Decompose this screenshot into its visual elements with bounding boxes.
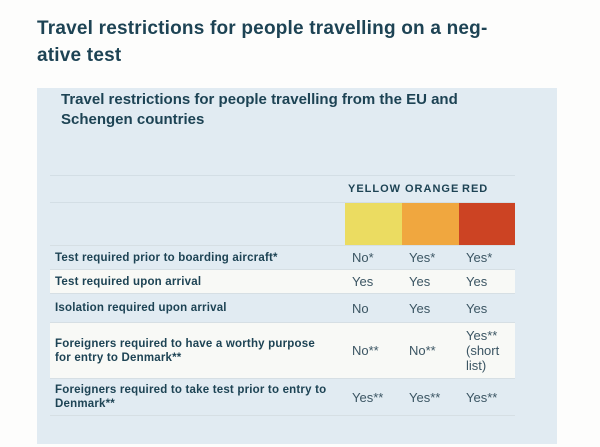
- cell-yellow: Yes: [352, 274, 374, 289]
- table-row: [50, 245, 515, 269]
- column-header-yellow: YELLOW: [348, 183, 402, 195]
- cell-red: Yes: [466, 300, 488, 316]
- page-title: [37, 15, 487, 69]
- row-label: Foreigners required to have a worthy purpose for entry to Denmark**: [55, 337, 315, 364]
- row-label: Test required prior to boarding aircraft*: [55, 251, 278, 264]
- cell-red: Yes: [466, 274, 488, 289]
- orange-category-swatch: [402, 203, 459, 245]
- cell-yellow: No*: [352, 250, 374, 265]
- row-label: Foreigners required to take test prior to entry to Denmark**: [55, 384, 327, 410]
- row-label: Test required upon arrival: [55, 275, 202, 288]
- column-header-orange: ORANGE: [405, 183, 460, 195]
- panel-subtitle-line-2: Schengen countries: [61, 111, 205, 128]
- cell-red: Yes**: [466, 389, 498, 405]
- panel-subtitle-line-1: Travel restrictions for people travelling from the EU and: [61, 91, 458, 108]
- table-body: [50, 245, 515, 416]
- info-panel: [37, 88, 557, 444]
- cell-yellow: No: [352, 300, 369, 316]
- cell-orange: Yes: [409, 274, 431, 289]
- cell-orange: Yes**: [409, 389, 441, 405]
- cell-orange: Yes: [409, 300, 431, 316]
- swatch-row-spacer: [50, 203, 345, 245]
- table-row: [50, 269, 515, 293]
- cell-red: Yes** (short list): [466, 328, 500, 373]
- panel-subtitle: [61, 90, 458, 130]
- cell-orange: No**: [409, 343, 436, 358]
- table-row: [50, 378, 515, 416]
- yellow-category-swatch: [345, 203, 402, 245]
- restrictions-table: [50, 175, 515, 416]
- cell-yellow: Yes**: [352, 389, 384, 405]
- color-swatch-row: [50, 202, 515, 245]
- cell-red: Yes*: [466, 250, 493, 265]
- row-label: Isolation required upon arrival: [55, 302, 227, 314]
- table-header-row: [50, 175, 515, 202]
- page-title-line-2: ative test: [37, 45, 122, 66]
- table-row: [50, 322, 515, 378]
- cell-yellow: No**: [352, 343, 379, 358]
- red-category-swatch: [459, 203, 515, 245]
- page-title-line-1: Travel restrictions for people travelling on a neg-: [37, 18, 488, 39]
- cell-orange: Yes*: [409, 250, 436, 265]
- column-header-red: RED: [462, 183, 489, 195]
- table-row: [50, 293, 515, 322]
